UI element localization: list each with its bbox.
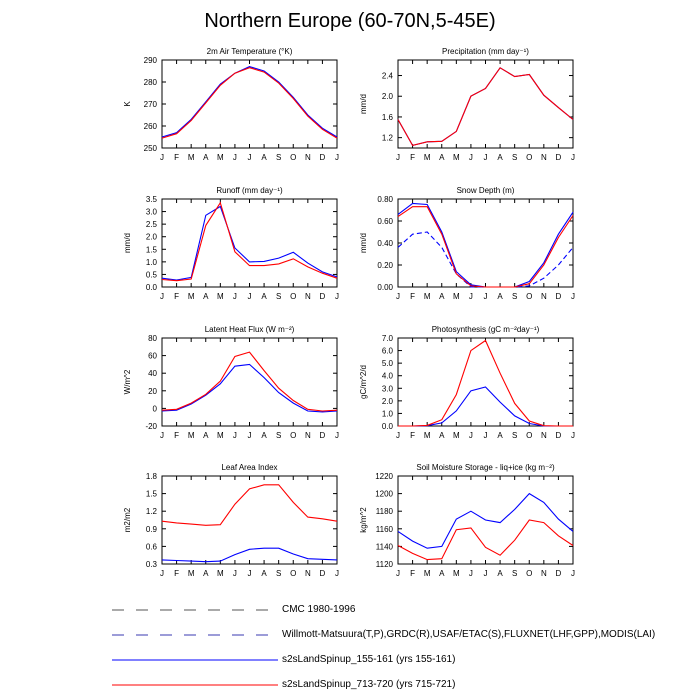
- y-tick-label: 260: [143, 122, 157, 131]
- x-tick-label: N: [540, 569, 547, 578]
- x-tick-label: J: [160, 569, 164, 578]
- x-tick-label: O: [290, 569, 297, 578]
- x-tick-label: J: [232, 569, 237, 578]
- plot-frame: [162, 60, 337, 148]
- legend-label-cmc: CMC 1980-1996: [282, 604, 356, 615]
- legend-item-spinup-713-720: [110, 677, 680, 697]
- x-tick-label: J: [396, 569, 400, 578]
- series-line: [162, 68, 337, 138]
- y-tick-label: 0.5: [145, 270, 157, 280]
- y-tick-label: 290: [143, 56, 157, 65]
- legend-label-spinup-155-161: s2sLandSpinup_155-161 (yrs 155-161): [282, 654, 456, 665]
- x-tick-label: M: [187, 153, 195, 162]
- chart-panel: [123, 186, 339, 301]
- x-tick-label: J: [232, 292, 237, 301]
- x-tick-label: A: [203, 292, 209, 301]
- y-tick-label: 1160: [375, 524, 393, 534]
- x-tick-label: F: [410, 431, 416, 440]
- y-tick-label: 80: [148, 334, 157, 343]
- x-tick-label: M: [423, 292, 431, 301]
- x-tick-label: A: [261, 431, 267, 440]
- x-tick-label: J: [571, 569, 575, 578]
- y-tick-label: 1220: [375, 472, 393, 481]
- x-tick-label: N: [540, 153, 547, 162]
- legend-line-observations: [110, 627, 280, 647]
- x-tick-label: S: [511, 431, 518, 440]
- x-tick-label: J: [396, 292, 400, 301]
- x-tick-label: J: [468, 153, 473, 162]
- x-tick-label: D: [319, 153, 326, 162]
- x-tick-label: D: [319, 292, 326, 301]
- y-tick-label: 6.0: [381, 346, 393, 356]
- y-axis-label: mm/d: [123, 233, 132, 253]
- series-line: [398, 520, 573, 560]
- y-tick-label: 1.5: [145, 245, 157, 255]
- legend-line-cmc: [110, 602, 280, 622]
- x-tick-label: A: [439, 153, 445, 162]
- x-tick-label: S: [511, 153, 518, 162]
- legend-item-cmc: [110, 602, 680, 622]
- x-tick-label: O: [290, 431, 297, 440]
- series-line: [398, 203, 573, 287]
- x-tick-label: F: [174, 292, 180, 301]
- chart-title: Photosynthesis (gC m⁻²day⁻¹): [431, 325, 540, 334]
- series-line: [162, 207, 337, 281]
- x-tick-label: O: [526, 153, 533, 162]
- x-tick-label: A: [203, 431, 209, 440]
- y-tick-label: 0: [152, 404, 157, 414]
- x-tick-label: J: [483, 431, 488, 440]
- series-line: [162, 203, 337, 281]
- x-tick-label: O: [526, 292, 533, 301]
- x-tick-label: A: [439, 292, 445, 301]
- x-tick-label: J: [483, 153, 488, 162]
- x-tick-label: J: [335, 153, 339, 162]
- y-tick-label: 250: [143, 144, 157, 153]
- x-tick-label: J: [468, 431, 473, 440]
- x-tick-label: F: [174, 431, 180, 440]
- x-tick-label: M: [216, 153, 224, 162]
- y-tick-label: 2.0: [381, 92, 393, 102]
- x-tick-label: M: [452, 569, 460, 578]
- y-tick-label: 1120: [375, 560, 393, 569]
- x-tick-label: S: [511, 292, 518, 301]
- x-tick-label: D: [555, 569, 562, 578]
- y-tick-label: 0.6: [145, 542, 157, 552]
- y-tick-label: 2.5: [145, 220, 157, 230]
- x-tick-label: N: [304, 431, 311, 440]
- x-tick-label: F: [410, 569, 416, 578]
- x-tick-label: J: [468, 569, 473, 578]
- x-tick-label: S: [275, 431, 282, 440]
- x-tick-label: O: [290, 292, 297, 301]
- y-tick-label: 3.0: [145, 207, 157, 217]
- series-line: [398, 494, 573, 549]
- x-tick-label: D: [555, 431, 562, 440]
- y-axis-label: K: [123, 101, 132, 107]
- x-tick-label: M: [423, 569, 431, 578]
- y-tick-label: 20: [148, 386, 157, 396]
- plot-frame: [398, 338, 573, 426]
- y-axis-label: mm/d: [359, 94, 368, 114]
- y-tick-label: 2.0: [381, 396, 393, 406]
- x-tick-label: J: [468, 292, 473, 301]
- y-tick-label: 0.0: [145, 283, 157, 292]
- y-tick-label: 1140: [375, 542, 393, 552]
- x-tick-label: F: [410, 153, 416, 162]
- y-tick-label: 0.3: [145, 560, 157, 569]
- series-line: [398, 68, 573, 146]
- y-tick-label: 5.0: [381, 359, 393, 369]
- x-tick-label: O: [290, 153, 297, 162]
- x-tick-label: J: [571, 292, 575, 301]
- x-tick-label: M: [216, 431, 224, 440]
- y-tick-label: 1200: [375, 489, 393, 499]
- x-tick-label: J: [571, 153, 575, 162]
- x-tick-label: A: [439, 569, 445, 578]
- x-tick-label: J: [232, 153, 237, 162]
- x-tick-label: M: [216, 569, 224, 578]
- y-tick-label: 0.20: [377, 261, 393, 270]
- x-tick-label: J: [232, 431, 237, 440]
- chart-title: 2m Air Temperature (°K): [206, 47, 293, 56]
- chart-title: Snow Depth (m): [456, 186, 515, 195]
- x-tick-label: O: [526, 431, 533, 440]
- y-tick-label: 1.6: [381, 112, 393, 122]
- legend-label-observations: Willmott-Matsuura(T,P),GRDC(R),USAF/ETAC(S),FLUXNET(LHF,GPP),MODIS(LAI): [282, 629, 656, 640]
- x-tick-label: J: [335, 569, 339, 578]
- chart-panel: [359, 325, 575, 440]
- y-tick-label: 0.40: [377, 239, 393, 248]
- y-axis-label: W/m^2: [123, 369, 132, 395]
- x-tick-label: M: [216, 292, 224, 301]
- x-tick-label: S: [511, 569, 518, 578]
- x-tick-label: A: [203, 569, 209, 578]
- y-tick-label: -20: [145, 422, 157, 431]
- y-axis-label: mm/d: [359, 233, 368, 253]
- plot-frame: [162, 338, 337, 426]
- y-tick-label: 0.9: [145, 524, 157, 534]
- chart-title: Latent Heat Flux (W m⁻²): [204, 325, 295, 334]
- x-tick-label: A: [203, 153, 209, 162]
- plot-frame: [162, 199, 337, 287]
- y-tick-label: 60: [148, 351, 157, 361]
- y-tick-label: 0.0: [381, 422, 393, 431]
- x-tick-label: F: [174, 569, 180, 578]
- plot-frame: [398, 199, 573, 287]
- x-tick-label: J: [247, 292, 252, 301]
- page-title: Northern Europe (60-70N,5-45E): [204, 10, 496, 32]
- x-tick-label: M: [187, 431, 195, 440]
- y-tick-label: 1.5: [145, 489, 157, 499]
- y-tick-label: 270: [143, 100, 157, 109]
- y-tick-label: 0.00: [377, 283, 393, 292]
- y-axis-label: gC/m^2/d: [359, 365, 368, 399]
- x-tick-label: J: [247, 431, 252, 440]
- y-tick-label: 3.0: [381, 384, 393, 394]
- x-tick-label: J: [160, 153, 164, 162]
- x-tick-label: J: [396, 153, 400, 162]
- series-line: [162, 352, 337, 411]
- x-tick-label: A: [439, 431, 445, 440]
- y-tick-label: 3.5: [145, 195, 157, 204]
- legend-item-spinup-155-161: [110, 652, 680, 672]
- y-tick-label: 2.4: [381, 71, 393, 81]
- x-tick-label: D: [319, 569, 326, 578]
- chart-panel: [123, 463, 339, 578]
- x-tick-label: M: [452, 153, 460, 162]
- y-tick-label: 1.8: [145, 472, 157, 481]
- series-line: [398, 341, 573, 427]
- x-tick-label: A: [497, 292, 503, 301]
- x-tick-label: J: [396, 431, 400, 440]
- x-tick-label: M: [452, 292, 460, 301]
- x-tick-label: A: [261, 153, 267, 162]
- chart-panel: [123, 325, 339, 440]
- y-tick-label: 280: [143, 78, 157, 87]
- x-tick-label: J: [160, 431, 164, 440]
- series-line: [398, 387, 573, 426]
- legend-label-spinup-713-720: s2sLandSpinup_713-720 (yrs 715-721): [282, 679, 456, 690]
- x-tick-label: M: [452, 431, 460, 440]
- x-tick-label: M: [187, 569, 195, 578]
- x-tick-label: N: [304, 569, 311, 578]
- x-tick-label: S: [275, 292, 282, 301]
- x-tick-label: S: [275, 153, 282, 162]
- x-tick-label: F: [410, 292, 416, 301]
- y-tick-label: 1.0: [145, 257, 157, 267]
- y-tick-label: 7.0: [381, 334, 393, 343]
- chart-title: Soil Moisture Storage - liq+ice (kg m⁻²): [416, 463, 555, 472]
- series-line: [162, 485, 337, 526]
- y-tick-label: 1180: [375, 507, 393, 517]
- x-tick-label: O: [526, 569, 533, 578]
- x-tick-label: J: [247, 153, 252, 162]
- y-tick-label: 0.80: [377, 195, 393, 204]
- x-tick-label: M: [187, 292, 195, 301]
- x-tick-label: A: [261, 569, 267, 578]
- x-tick-label: M: [423, 153, 431, 162]
- legend-item-observations: [110, 627, 680, 647]
- series-line: [398, 68, 573, 146]
- y-tick-label: 0.60: [377, 217, 393, 226]
- legend-line-spinup-155-161: [110, 652, 280, 672]
- x-tick-label: F: [174, 153, 180, 162]
- chart-panel: [123, 47, 339, 162]
- y-tick-label: 1.2: [145, 507, 157, 517]
- x-tick-label: J: [335, 431, 339, 440]
- chart-title: Leaf Area Index: [221, 463, 278, 472]
- x-tick-label: J: [247, 569, 252, 578]
- x-tick-label: J: [483, 292, 488, 301]
- x-tick-label: N: [304, 292, 311, 301]
- series-line: [162, 548, 337, 562]
- series-line: [162, 67, 337, 137]
- x-tick-label: N: [540, 292, 547, 301]
- y-axis-label: m2/m2: [123, 507, 132, 533]
- x-tick-label: D: [555, 153, 562, 162]
- y-tick-label: 1.2: [381, 133, 393, 143]
- y-tick-label: 2.0: [145, 232, 157, 242]
- x-tick-label: J: [335, 292, 339, 301]
- x-tick-label: N: [540, 431, 547, 440]
- chart-panel: [359, 47, 575, 162]
- x-tick-label: J: [160, 292, 164, 301]
- y-tick-label: 4.0: [381, 371, 393, 381]
- legend-line-spinup-713-720: [110, 677, 280, 697]
- y-tick-label: 40: [148, 369, 157, 379]
- x-tick-label: N: [304, 153, 311, 162]
- x-tick-label: J: [483, 569, 488, 578]
- chart-panel: [359, 463, 575, 578]
- x-tick-label: A: [497, 153, 503, 162]
- chart-title: Precipitation (mm day⁻¹): [442, 47, 529, 56]
- x-tick-label: D: [555, 292, 562, 301]
- x-tick-label: M: [423, 431, 431, 440]
- chart-title: Runoff (mm day⁻¹): [216, 186, 283, 195]
- x-tick-label: J: [571, 431, 575, 440]
- x-tick-label: S: [275, 569, 282, 578]
- x-tick-label: A: [497, 431, 503, 440]
- y-axis-label: kg/m^2: [359, 507, 368, 533]
- x-tick-label: A: [497, 569, 503, 578]
- chart-panel: [359, 186, 575, 301]
- x-tick-label: D: [319, 431, 326, 440]
- plot-frame: [398, 60, 573, 148]
- y-tick-label: 1.0: [381, 409, 393, 419]
- x-tick-label: A: [261, 292, 267, 301]
